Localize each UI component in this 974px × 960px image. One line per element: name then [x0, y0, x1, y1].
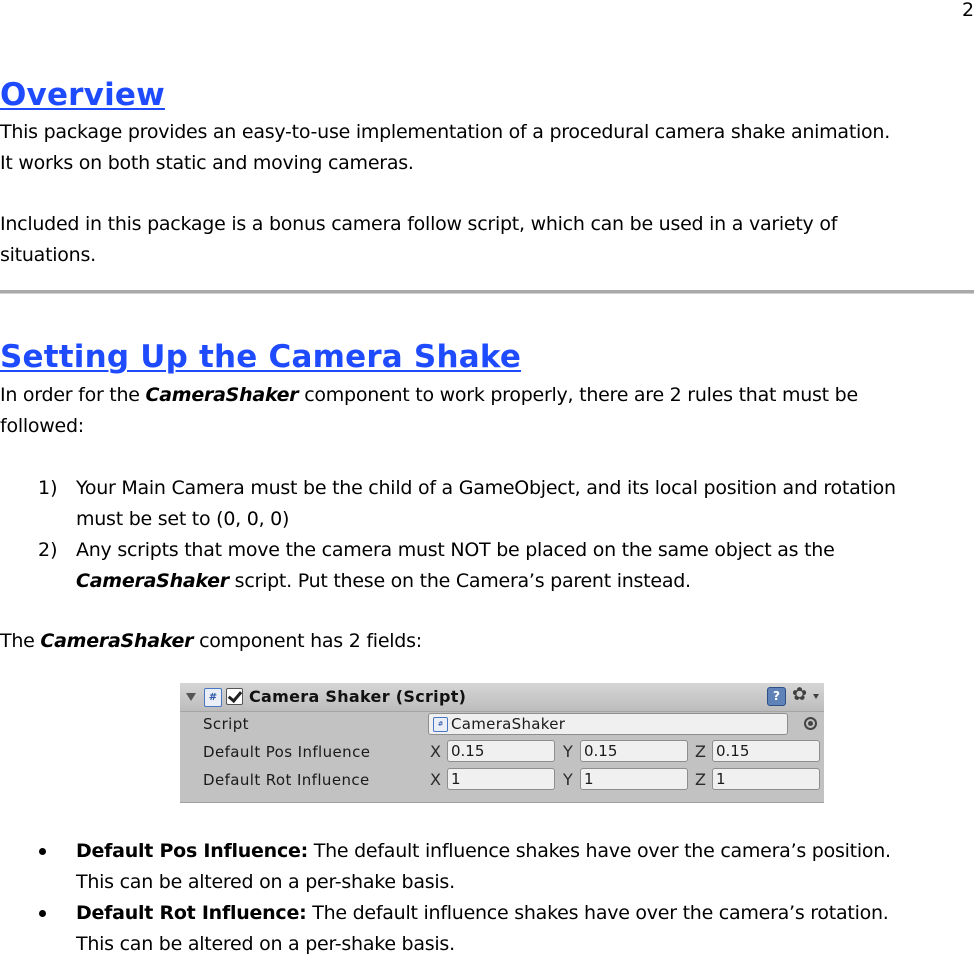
script-field-icon: #	[433, 717, 448, 732]
pos-influence-z-field[interactable]: 0.15	[712, 740, 820, 762]
object-picker-icon[interactable]	[804, 717, 817, 730]
rule-1-line-2	[76, 504, 289, 535]
script-object-field[interactable]	[428, 713, 788, 735]
bullet-1-line-1	[76, 836, 891, 867]
pos-influence-y-field[interactable]: 0.15	[580, 740, 688, 762]
rot-influence-z-field[interactable]: 1	[712, 768, 820, 790]
overview-line-4: situations.	[0, 244, 96, 266]
rule-number-1: 1)	[38, 477, 58, 499]
bullet-2-term: Default Rot Influence:	[76, 902, 307, 924]
rule-2-line-2-post: script. Put these on the Camera’s parent instead.	[228, 570, 691, 592]
rule-number-2: 2)	[38, 539, 58, 561]
bullet-dot-icon	[39, 910, 46, 917]
rule-2-line-2-em: CameraShaker	[76, 570, 229, 592]
rule-2-line-1: Any scripts that move the camera must NOT be placed on the same object as the	[76, 539, 835, 561]
overview-line-3: Included in this package is a bonus camera follow script, which can be used in a variety of	[0, 213, 838, 235]
setup-heading[interactable]: Setting Up the Camera Shake	[0, 339, 522, 375]
page-number: 2	[962, 0, 974, 21]
script-icon: #	[204, 688, 222, 707]
horizontal-rule	[0, 290, 974, 294]
rule-2-line-2	[76, 566, 691, 597]
pos-axis-x-label[interactable]: X	[430, 742, 441, 761]
bullet-1-desc: The default influence shakes have over the camera’s position.	[307, 840, 891, 862]
rot-influence-x-field[interactable]: 1	[447, 768, 555, 790]
fields-intro-em: CameraShaker	[40, 630, 194, 652]
setup-intro-line-1	[0, 380, 858, 411]
bullet-2-desc: The default influence shakes have over the camera’s rotation.	[306, 902, 889, 924]
rot-axis-x-label[interactable]: X	[430, 770, 441, 789]
component-enabled-checkbox[interactable]	[226, 688, 243, 705]
fields-intro-post: component has 2 fields:	[193, 630, 422, 652]
bullet-2-line-2: This can be altered on a per-shake basis.	[76, 933, 455, 955]
bullet-dot-icon	[39, 848, 46, 855]
setup-component-name: CameraShaker	[145, 384, 299, 406]
overview-line-1: This package provides an easy-to-use implementation of a procedural camera shake animation.	[0, 121, 891, 143]
pos-axis-y-label[interactable]: Y	[563, 742, 573, 761]
foldout-arrow-icon[interactable]	[186, 693, 196, 701]
bullet-2-line-1	[76, 898, 889, 929]
setup-intro-pre: In order for the	[0, 384, 146, 406]
bullet-1-term: Default Pos Influence:	[76, 840, 308, 862]
help-icon[interactable]: ?	[767, 687, 786, 706]
pos-influence-x-field[interactable]: 0.15	[447, 740, 555, 762]
pos-axis-z-label[interactable]: Z	[695, 742, 706, 761]
inspector-header	[180, 683, 824, 712]
overview-heading[interactable]: Overview	[0, 77, 165, 113]
rule-1-line-2-pre: must be set to (0, 0, 0)	[76, 508, 290, 530]
rule-1-line-1: Your Main Camera must be the child of a GameObject, and its local position and rotation	[76, 477, 896, 499]
bullet-1-line-2: This can be altered on a per-shake basis.	[76, 871, 455, 893]
rot-axis-y-label[interactable]: Y	[563, 770, 573, 789]
inspector-title: Camera Shaker (Script)	[249, 687, 467, 706]
gear-icon[interactable]: ✿	[792, 684, 808, 705]
pos-influence-label: Default Pos Influence	[203, 743, 371, 761]
fields-intro	[0, 626, 422, 657]
rot-axis-z-label[interactable]: Z	[695, 770, 706, 789]
fields-intro-pre: The	[0, 630, 41, 652]
camera-shaker-inspector	[180, 683, 824, 803]
overview-line-2: It works on both static and moving cameras.	[0, 152, 414, 174]
script-label: Script	[203, 715, 249, 733]
gear-dropdown-caret-icon[interactable]	[813, 694, 819, 699]
rot-influence-label: Default Rot Influence	[203, 771, 370, 789]
script-object-value: CameraShaker	[451, 715, 566, 733]
rot-influence-y-field[interactable]: 1	[580, 768, 688, 790]
setup-intro-line-2: followed:	[0, 415, 84, 437]
setup-intro-post: component to work properly, there are 2 rules that must be	[298, 384, 858, 406]
